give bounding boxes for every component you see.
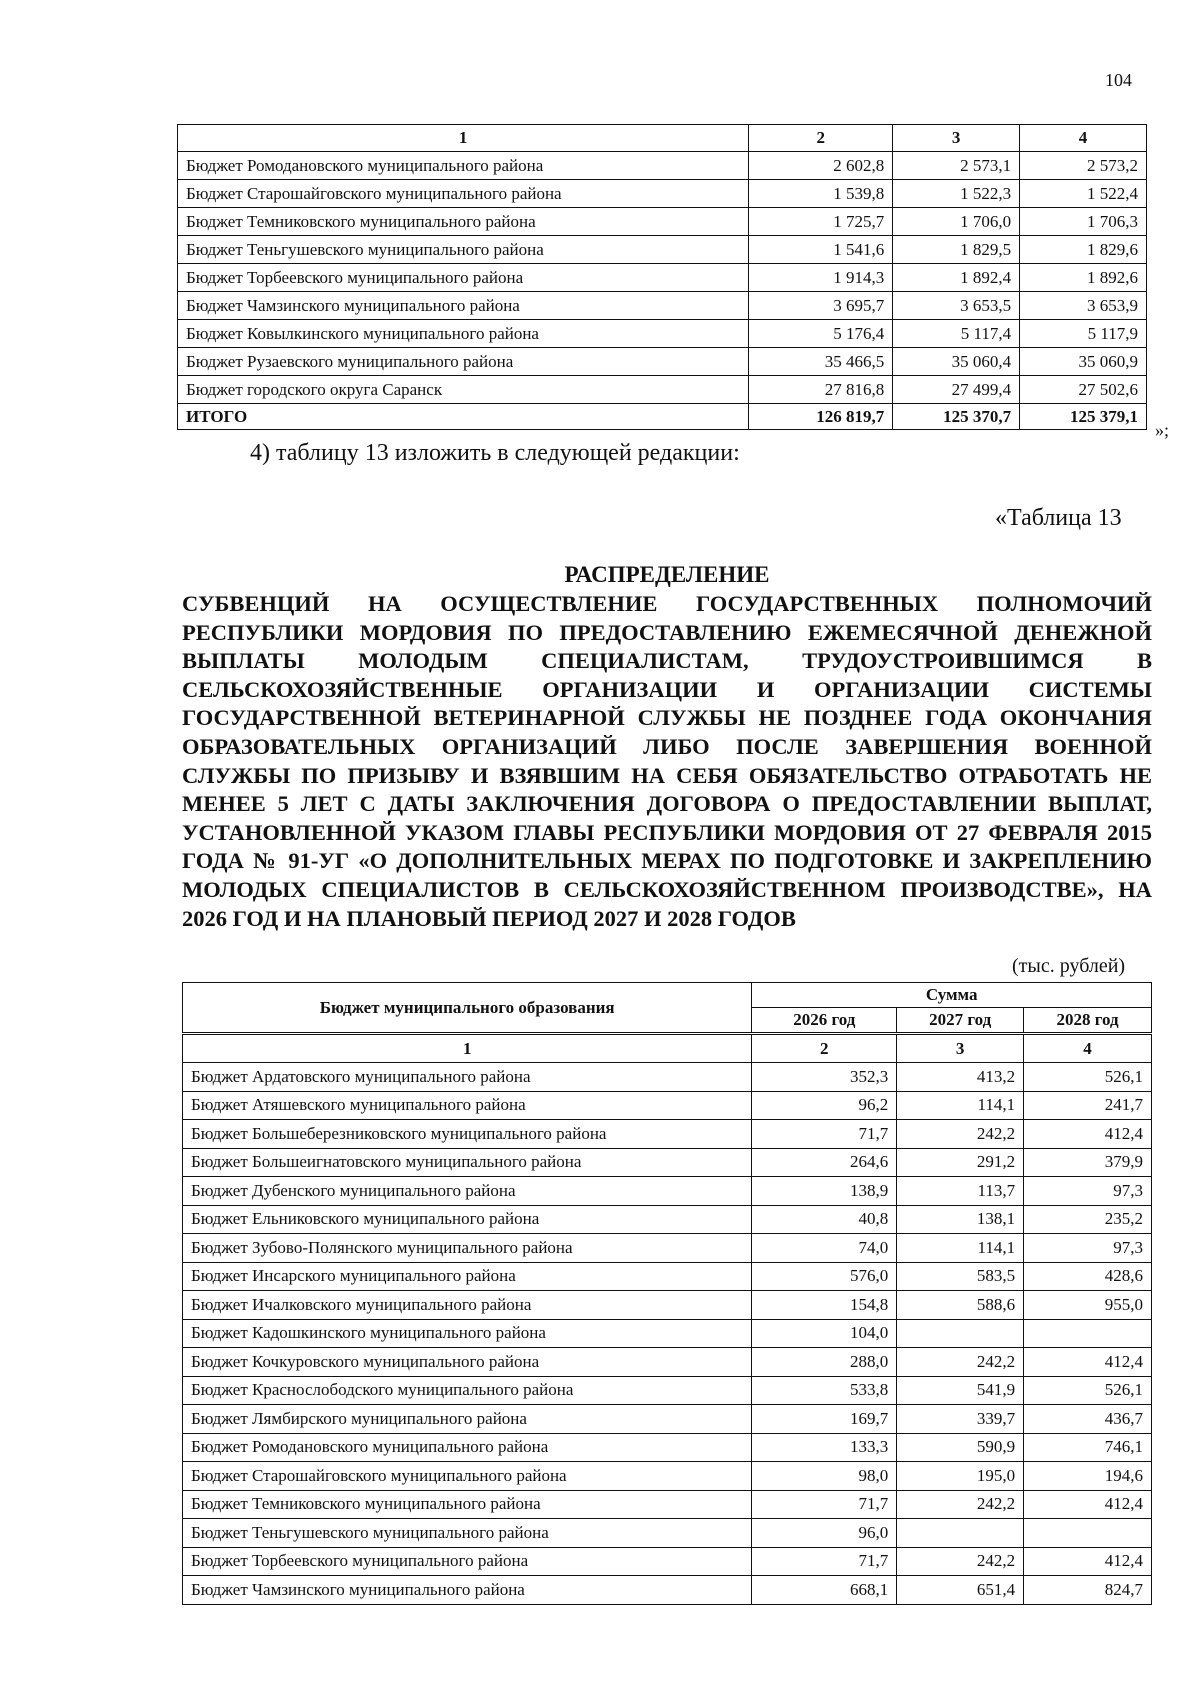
table-row: [178, 236, 1147, 264]
table-cell: Бюджет Чамзинского муниципального района: [183, 1576, 752, 1605]
table-13-body: [183, 983, 1152, 1605]
table-row: [183, 1348, 1152, 1377]
table-cell: Бюджет Ельниковского муниципального района: [183, 1205, 752, 1234]
table-cell: 133,3: [752, 1433, 897, 1462]
table-cell: 379,9: [1024, 1148, 1152, 1177]
table-cell: 96,2: [752, 1091, 897, 1120]
previous-table: [177, 124, 1147, 430]
table-cell: 242,2: [897, 1490, 1024, 1519]
page-number: 104: [1105, 70, 1132, 90]
table-cell: 3 695,7: [749, 292, 893, 320]
table-cell: 114,1: [897, 1091, 1024, 1120]
table-label: «Таблица 13: [995, 505, 1122, 531]
table-row: [183, 1519, 1152, 1548]
table-cell: 541,9: [897, 1376, 1024, 1405]
table-cell: Бюджет Лямбирского муниципального района: [183, 1405, 752, 1434]
column-header: 3: [893, 125, 1020, 152]
table-cell: Бюджет Инсарского муниципального района: [183, 1262, 752, 1291]
table-row: [183, 1576, 1152, 1605]
table-cell: 126 819,7: [749, 404, 893, 430]
table-cell: 35 466,5: [749, 348, 893, 376]
table-cell: 1 829,5: [893, 236, 1020, 264]
units-label: (тыс. рублей): [1012, 955, 1126, 977]
table-row: [178, 264, 1147, 292]
table-cell: 1 706,0: [893, 208, 1020, 236]
table-cell: 1 892,6: [1020, 264, 1147, 292]
header-year-2027: 2027 год: [897, 1008, 1024, 1034]
table-cell: 154,8: [752, 1291, 897, 1320]
table-row: [183, 1547, 1152, 1576]
table-cell: 96,0: [752, 1519, 897, 1548]
table-cell: Бюджет Рузаевского муниципального района: [178, 348, 749, 376]
table-cell: 2 573,2: [1020, 152, 1147, 180]
table-cell: Бюджет Ардатовского муниципального района: [183, 1063, 752, 1092]
table-cell: 1 706,3: [1020, 208, 1147, 236]
table-row: [178, 320, 1147, 348]
table-row: [178, 180, 1147, 208]
table-cell: 428,6: [1024, 1262, 1152, 1291]
table-cell: Бюджет Ковылкинского муниципального района: [178, 320, 749, 348]
instruction-text: 4) таблицу 13 изложить в следующей редакции:: [250, 440, 740, 466]
table-cell: Бюджет Зубово-Полянского муниципального района: [183, 1234, 752, 1263]
table-cell: 590,9: [897, 1433, 1024, 1462]
table-row: [183, 1063, 1152, 1092]
table-cell: 97,3: [1024, 1234, 1152, 1263]
table-cell: [1024, 1319, 1152, 1348]
table-cell: 235,2: [1024, 1205, 1152, 1234]
table-row: [183, 1177, 1152, 1206]
table-cell: 955,0: [1024, 1291, 1152, 1320]
table-cell: 412,4: [1024, 1547, 1152, 1576]
table-cell: 241,7: [1024, 1091, 1152, 1120]
table-row: [183, 1205, 1152, 1234]
table-cell: 138,9: [752, 1177, 897, 1206]
table-cell: Бюджет Торбеевского муниципального района: [178, 264, 749, 292]
table-cell: 1 914,3: [749, 264, 893, 292]
table-cell: 412,4: [1024, 1348, 1152, 1377]
table-cell: 576,0: [752, 1262, 897, 1291]
table-cell: Бюджет Большеигнатовского муниципального района: [183, 1148, 752, 1177]
column-index: 4: [1024, 1034, 1152, 1063]
table-cell: 242,2: [897, 1120, 1024, 1149]
table-cell: 1 725,7: [749, 208, 893, 236]
table-cell: Бюджет Ромодановского муниципального района: [178, 152, 749, 180]
table-cell: Бюджет Кочкуровского муниципального района: [183, 1348, 752, 1377]
table-row: [178, 376, 1147, 404]
table-cell: 668,1: [752, 1576, 897, 1605]
table-cell: 5 117,9: [1020, 320, 1147, 348]
total-row: [178, 404, 1147, 430]
table-row: [183, 1148, 1152, 1177]
table-cell: Бюджет Темниковского муниципального района: [183, 1490, 752, 1519]
table-cell: 27 499,4: [893, 376, 1020, 404]
table-cell: 169,7: [752, 1405, 897, 1434]
table-cell: 533,8: [752, 1376, 897, 1405]
table-row: [183, 1262, 1152, 1291]
table-cell: 242,2: [897, 1348, 1024, 1377]
table-cell: 526,1: [1024, 1063, 1152, 1092]
closing-quote: »;: [1155, 420, 1170, 440]
table-row: [183, 1234, 1152, 1263]
table-cell: 412,4: [1024, 1490, 1152, 1519]
column-header: 1: [178, 125, 749, 152]
table-row: [183, 1490, 1152, 1519]
table-cell: 291,2: [897, 1148, 1024, 1177]
table-cell: 5 176,4: [749, 320, 893, 348]
table-cell: 35 060,4: [893, 348, 1020, 376]
table-row: [183, 1091, 1152, 1120]
table-cell: Бюджет Темниковского муниципального района: [178, 208, 749, 236]
table-cell: Бюджет Дубенского муниципального района: [183, 1177, 752, 1206]
table-cell: 27 502,6: [1020, 376, 1147, 404]
table-13: [182, 982, 1152, 1605]
table-cell: 264,6: [752, 1148, 897, 1177]
table-cell: 104,0: [752, 1319, 897, 1348]
table-13-index-row: [183, 1034, 1152, 1063]
table-row: [183, 1319, 1152, 1348]
table-cell: Бюджет Ичалковского муниципального района: [183, 1291, 752, 1320]
table-cell: 1 892,4: [893, 264, 1020, 292]
column-index: 2: [752, 1034, 897, 1063]
table-cell: 40,8: [752, 1205, 897, 1234]
table-cell: 2 573,1: [893, 152, 1020, 180]
table-row: [183, 1462, 1152, 1491]
table-cell: 194,6: [1024, 1462, 1152, 1491]
previous-table-body: [178, 125, 1147, 430]
table-cell: [897, 1319, 1024, 1348]
table-cell: ИТОГО: [178, 404, 749, 430]
table-cell: 27 816,8: [749, 376, 893, 404]
table-cell: 242,2: [897, 1547, 1024, 1576]
column-header: 4: [1020, 125, 1147, 152]
table-cell: 1 522,4: [1020, 180, 1147, 208]
table-cell: Бюджет Теньгушевского муниципального района: [183, 1519, 752, 1548]
table-cell: Бюджет Старошайговского муниципального района: [183, 1462, 752, 1491]
previous-table-header-row: [178, 125, 1147, 152]
table-cell: 413,2: [897, 1063, 1024, 1092]
table-cell: [897, 1519, 1024, 1548]
table-cell: Бюджет городского округа Саранск: [178, 376, 749, 404]
table-cell: [1024, 1519, 1152, 1548]
table-cell: 3 653,9: [1020, 292, 1147, 320]
table-cell: 71,7: [752, 1547, 897, 1576]
table-row: [178, 292, 1147, 320]
table-cell: 588,6: [897, 1291, 1024, 1320]
table-cell: 98,0: [752, 1462, 897, 1491]
table-cell: 824,7: [1024, 1576, 1152, 1605]
table-row: [183, 1405, 1152, 1434]
table-cell: 113,7: [897, 1177, 1024, 1206]
header-year-2026: 2026 год: [752, 1008, 897, 1034]
table-cell: Бюджет Торбеевского муниципального района: [183, 1547, 752, 1576]
table-cell: 339,7: [897, 1405, 1024, 1434]
table-cell: 35 060,9: [1020, 348, 1147, 376]
table-cell: 74,0: [752, 1234, 897, 1263]
table-cell: 114,1: [897, 1234, 1024, 1263]
table-cell: 1 522,3: [893, 180, 1020, 208]
table-row: [178, 348, 1147, 376]
table-cell: 583,5: [897, 1262, 1024, 1291]
header-sum: Сумма: [752, 983, 1152, 1008]
table-cell: 746,1: [1024, 1433, 1152, 1462]
table-cell: 125 379,1: [1020, 404, 1147, 430]
header-year-2028: 2028 год: [1024, 1008, 1152, 1034]
table-13-header-row: [183, 983, 1152, 1008]
table-cell: 138,1: [897, 1205, 1024, 1234]
document-title: РАСПРЕДЕЛЕНИЕ: [564, 562, 770, 587]
table-cell: 2 602,8: [749, 152, 893, 180]
table-cell: 71,7: [752, 1120, 897, 1149]
table-cell: 436,7: [1024, 1405, 1152, 1434]
table-row: [178, 152, 1147, 180]
table-cell: 1 829,6: [1020, 236, 1147, 264]
table-cell: 195,0: [897, 1462, 1024, 1491]
table-cell: 3 653,5: [893, 292, 1020, 320]
table-cell: 412,4: [1024, 1120, 1152, 1149]
table-cell: Бюджет Атяшевского муниципального района: [183, 1091, 752, 1120]
table-cell: 288,0: [752, 1348, 897, 1377]
column-header: 2: [749, 125, 893, 152]
table-row: [183, 1291, 1152, 1320]
table-cell: Бюджет Чамзинского муниципального района: [178, 292, 749, 320]
table-cell: 71,7: [752, 1490, 897, 1519]
table-cell: Бюджет Краснослободского муниципального района: [183, 1376, 752, 1405]
table-cell: Бюджет Ромодановского муниципального района: [183, 1433, 752, 1462]
table-cell: 1 541,6: [749, 236, 893, 264]
header-municipal-budget: Бюджет муниципального образования: [183, 983, 752, 1034]
table-cell: 352,3: [752, 1063, 897, 1092]
column-index: 1: [183, 1034, 752, 1063]
document-subtitle: СУБВЕНЦИЙ НА ОСУЩЕСТВЛЕНИЕ ГОСУДАРСТВЕННЫХ ПОЛНОМОЧИЙ РЕСПУБЛИКИ МОРДОВИЯ ПО ПРЕДОСТАВЛЕНИЮ ЕЖЕМЕСЯЧНОЙ ДЕНЕЖНОЙ ВЫПЛАТЫ МОЛОДЫМ СПЕЦИАЛИСТАМ, ТРУДОУСТРОИВШИМСЯ В СЕЛЬСКОХОЗЯЙСТВЕННЫЕ ОРГАНИЗАЦИИ И ОРГАНИЗАЦИИ СИСТЕМЫ ГОСУДАРСТВЕННОЙ ВЕТЕРИНАРНОЙ СЛУЖБЫ НЕ ПОЗДНЕЕ ГОДА ОКОНЧАНИЯ ОБРАЗОВАТЕЛЬНЫХ ОРГАНИЗАЦИЙ ЛИБО ПОСЛЕ ЗАВЕРШЕНИЯ ВОЕННОЙ СЛУЖБЫ ПО ПРИЗЫВУ И ВЗЯВШИМ НА СЕБЯ ОБЯЗАТЕЛЬСТВО ОТРАБОТАТЬ НЕ МЕНЕЕ 5 ЛЕТ С ДАТЫ ЗАКЛЮЧЕНИЯ ДОГОВОРА О ПРЕДОСТАВЛЕНИИ ВЫПЛАТ, УСТАНОВЛЕННОЙ УКАЗОМ ГЛАВЫ РЕСПУБЛИКИ МОРДОВИЯ ОТ 27 ФЕВРАЛЯ 2015 ГОДА № 91-УГ «О ДОПОЛНИТЕЛЬНЫХ МЕРАХ ПО ПОДГОТОВКЕ И ЗАКРЕПЛЕНИЮ МОЛОДЫХ СПЕЦИАЛИСТОВ В СЕЛЬСКОХОЗЯЙСТВЕННОМ ПРОИЗВОДСТВЕ», НА 2026 ГОД И НА ПЛАНОВЫЙ ПЕРИОД 2027 И 2028 ГОДОВ: [182, 591, 1152, 931]
table-cell: Бюджет Кадошкинского муниципального района: [183, 1319, 752, 1348]
table-row: [183, 1120, 1152, 1149]
table-row: [183, 1376, 1152, 1405]
table-cell: 651,4: [897, 1576, 1024, 1605]
table-cell: 5 117,4: [893, 320, 1020, 348]
table-cell: 526,1: [1024, 1376, 1152, 1405]
table-cell: Бюджет Старошайговского муниципального района: [178, 180, 749, 208]
table-cell: Бюджет Большеберезниковского муниципального района: [183, 1120, 752, 1149]
column-index: 3: [897, 1034, 1024, 1063]
table-cell: 125 370,7: [893, 404, 1020, 430]
table-row: [178, 208, 1147, 236]
table-cell: 1 539,8: [749, 180, 893, 208]
table-cell: 97,3: [1024, 1177, 1152, 1206]
table-row: [183, 1433, 1152, 1462]
table-cell: Бюджет Теньгушевского муниципального района: [178, 236, 749, 264]
